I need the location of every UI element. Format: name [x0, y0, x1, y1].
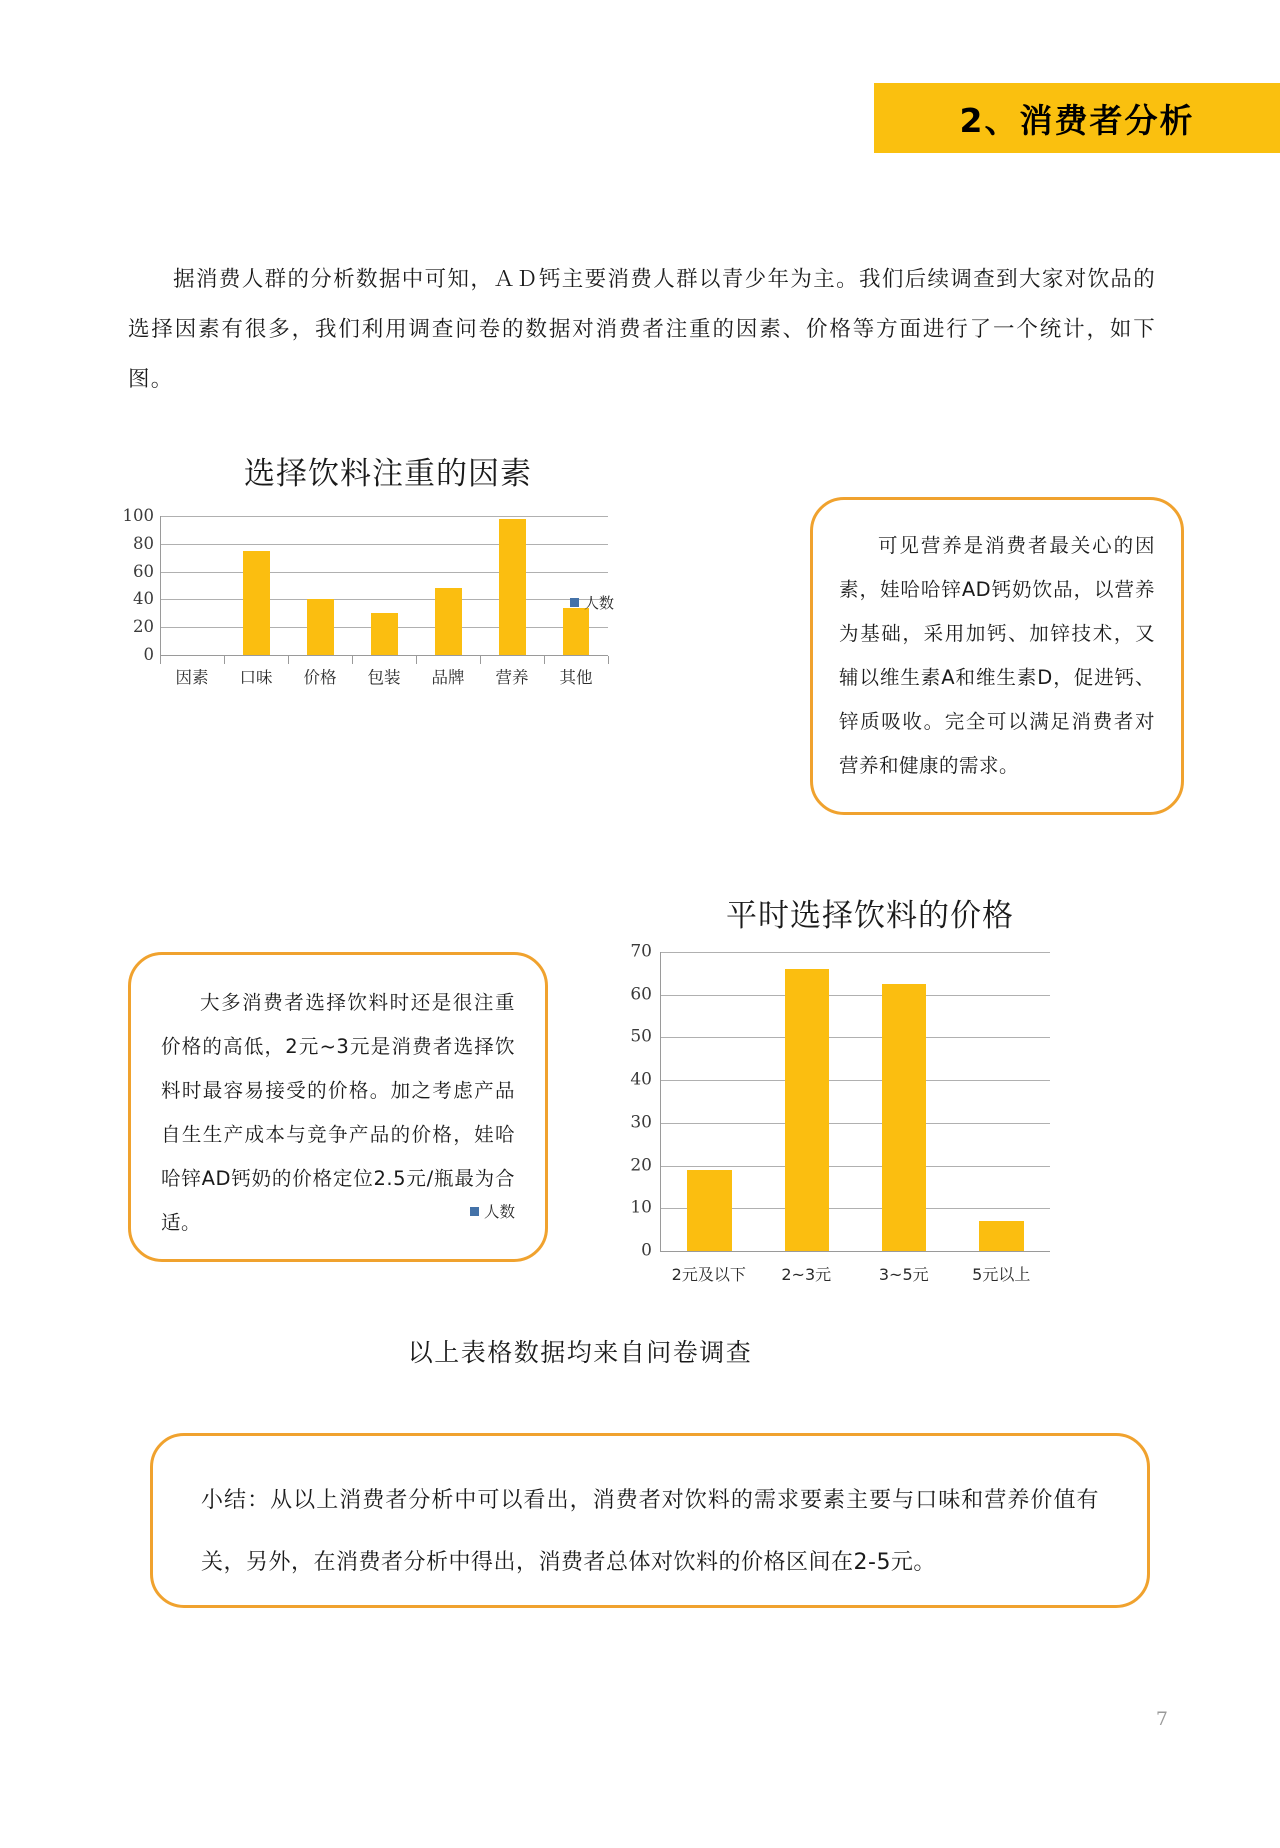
y-axis-tick-label: 0 [641, 1240, 652, 1261]
x-axis-tick-label: 因素 [175, 668, 209, 687]
x-axis-tick-label: 价格 [303, 668, 337, 687]
legend-swatch-icon [570, 598, 579, 607]
bar [687, 1170, 732, 1251]
chart-factors [108, 448, 668, 708]
bar [563, 608, 590, 655]
callout-summary-text: 小结：从以上消费者分析中可以看出，消费者对饮料的需求要素主要与口味和营养价值有关，另外，在消费者分析中得出，消费者总体对饮料的价格区间在2-5元。 [201, 1488, 1099, 1575]
x-axis-tick [608, 656, 609, 664]
y-axis-tick-label: 80 [133, 533, 154, 553]
bar [882, 984, 927, 1251]
chart-price-range-legend-label: 人数 [484, 1203, 516, 1221]
bar [371, 613, 398, 655]
bar-slot [758, 952, 855, 1251]
intro-paragraph-block [128, 255, 1156, 405]
chart-price-range-legend [470, 1200, 515, 1222]
x-axis-tick-label: 其他 [559, 668, 593, 687]
x-axis-tick-label: 营养 [495, 668, 529, 687]
x-axis-tick-label: 5元以上 [972, 1265, 1031, 1284]
section-banner [874, 83, 1280, 153]
y-axis-tick-label: 50 [630, 1027, 652, 1048]
chart-price-range-x-axis [660, 1262, 1050, 1285]
bar [435, 588, 462, 655]
chart-factors-legend [570, 592, 614, 613]
chart-factors-legend-label: 人数 [584, 594, 615, 612]
bar-slot [856, 952, 953, 1251]
chart-price-range-plot-area [630, 941, 1050, 1261]
bar-slot [353, 516, 417, 655]
y-axis-tick-label: 30 [630, 1112, 652, 1133]
chart-price-range-bars [661, 952, 1050, 1251]
callout-nutrition-text: 可见营养是消费者最关心的因素，娃哈哈锌AD钙奶饮品，以营养为基础，采用加钙、加锌技术，又辅以维生素A和维生素D，促进钙、锌质吸收。完全可以满足消费者对营养和健康的需求。 [839, 534, 1155, 777]
bar [243, 551, 270, 655]
legend-swatch-icon [470, 1207, 479, 1216]
intro-paragraph-text: 据消费人群的分析数据中可知，ＡＤ钙主要消费人群以青少年为主。我们后续调查到大家对饮品的选择因素有很多，我们利用调查问卷的数据对消费者注重的因素、价格等方面进行了一个统计，如下图。 [128, 267, 1156, 392]
bar-slot [661, 952, 758, 1251]
y-axis-tick-label: 60 [630, 984, 652, 1005]
chart-factors-title: 选择饮料注重的因素 [244, 456, 532, 492]
y-axis-tick-label: 70 [630, 941, 652, 962]
y-axis-tick-label: 20 [630, 1155, 652, 1176]
chart-factors-plot-area [122, 506, 608, 665]
x-axis-tick [480, 656, 481, 664]
x-axis-tick [544, 656, 545, 664]
y-axis-tick-label: 40 [630, 1069, 652, 1090]
chart-factors-x-ticks [160, 656, 608, 664]
y-axis-tick-label: 100 [122, 506, 154, 526]
bar [499, 519, 526, 655]
bar-slot [225, 516, 289, 655]
x-axis-tick-label: 包装 [367, 668, 401, 687]
callout-summary [150, 1433, 1150, 1608]
y-axis-tick-label: 0 [143, 645, 154, 665]
y-axis-tick-label: 40 [133, 589, 154, 609]
bar [307, 599, 334, 655]
x-axis-tick [416, 656, 417, 664]
callout-price-body [161, 981, 515, 1245]
callout-summary-body [201, 1470, 1099, 1594]
bar-slot [544, 516, 608, 655]
x-axis-tick [160, 656, 161, 664]
callout-price-text: 大多消费者选择饮料时还是很注重价格的高低，2元~3元是消费者选择饮料时最容易接受的价格。加之考虑产品自生生产成本与竞争产品的价格，娃哈哈锌AD钙奶的价格定位2.5元/瓶最为合适。 [161, 991, 515, 1234]
chart-price-range [600, 890, 1160, 1290]
x-axis-tick-label: 3~5元 [878, 1265, 929, 1284]
bar [785, 969, 830, 1251]
y-axis-tick-label: 10 [630, 1197, 652, 1218]
bar [979, 1221, 1024, 1251]
x-axis-tick [224, 656, 225, 664]
chart-factors-bars [161, 516, 608, 655]
x-axis-tick [288, 656, 289, 664]
bar-slot [416, 516, 480, 655]
y-axis-tick-label: 20 [133, 617, 154, 637]
callout-nutrition-body [839, 524, 1155, 788]
callout-nutrition [810, 497, 1184, 815]
bar-slot [289, 516, 353, 655]
charts-caption: 以上表格数据均来自问卷调查 [407, 1338, 753, 1367]
x-axis-tick [352, 656, 353, 664]
x-axis-tick-label: 2~3元 [781, 1265, 832, 1284]
bar-slot [161, 516, 225, 655]
x-axis-tick-label: 品牌 [431, 668, 465, 687]
chart-factors-x-axis [160, 664, 608, 688]
bar-slot [953, 952, 1050, 1251]
chart-price-range-title: 平时选择饮料的价格 [726, 898, 1014, 934]
y-axis-tick-label: 60 [133, 561, 154, 581]
x-axis-tick-label: 口味 [239, 668, 273, 687]
page-title: 2、消费者分析 [959, 100, 1195, 140]
x-axis-tick-label: 2元及以下 [671, 1265, 746, 1284]
bar-slot [480, 516, 544, 655]
page-number: 7 [1155, 1708, 1168, 1730]
